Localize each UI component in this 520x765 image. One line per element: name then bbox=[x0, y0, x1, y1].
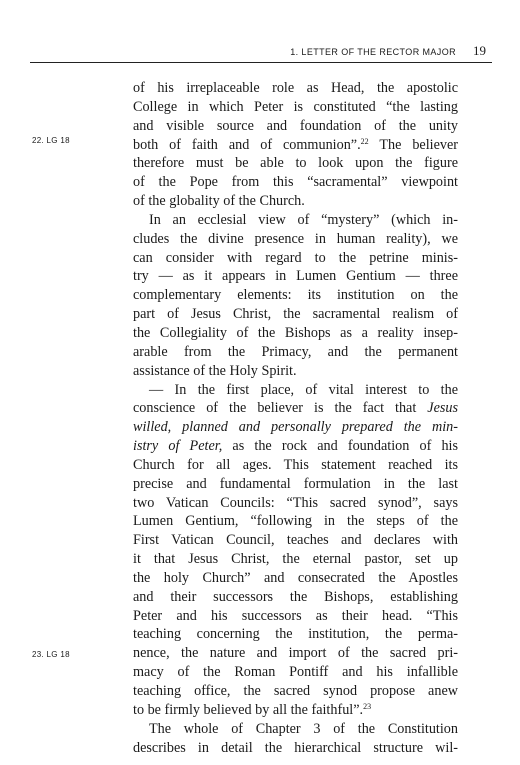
text-line: teaching office, the sacred synod propose anew bbox=[133, 683, 458, 699]
text-line: nence, the nature and import of the sacred pri- bbox=[133, 645, 458, 662]
text-line: the Collegiality of the Bishops as a reality insep- bbox=[133, 324, 458, 341]
text-line: can consider with regard to the petrine minis- bbox=[133, 249, 458, 266]
margin-note-23: 23. LG 18 bbox=[32, 650, 70, 659]
text-line: precise and fundamental formulation in the last bbox=[133, 475, 458, 492]
text-line: Church for all ages. This statement reached its bbox=[133, 456, 458, 473]
text-line: assistance of the Holy Spirit. bbox=[133, 362, 297, 379]
text-line: In an ecclesial view of “mystery” (which in- bbox=[149, 211, 458, 228]
text-line: and visible source and foundation of the unity bbox=[133, 117, 458, 134]
footnote-ref-23: 23 bbox=[363, 701, 372, 711]
text-line: Peter and his successors as their head. “This bbox=[133, 607, 458, 624]
text-line: College in which Peter is constituted “the lasting bbox=[133, 98, 458, 115]
running-header-title: 1. LETTER OF THE RECTOR MAJOR bbox=[290, 47, 456, 57]
text-line bbox=[133, 136, 458, 155]
text-line: The whole of Chapter 3 of the Constitution bbox=[149, 720, 458, 737]
text-line: part of Jesus Christ, the sacramental realism of bbox=[133, 306, 458, 323]
text-segment: conscience of the believer is the fact that bbox=[133, 400, 417, 417]
text-segment: The believer bbox=[379, 136, 459, 153]
text-line: it that Jesus Christ, the eternal pastor, set up bbox=[133, 551, 458, 568]
footnote-ref-22: 22 bbox=[360, 136, 369, 146]
text-line: two Vatican Councils: “This sacred synod”, says bbox=[133, 494, 458, 511]
text-line: — In the first place, of vital interest to the bbox=[149, 381, 458, 398]
text-line: arable from the Primacy, and the permanent bbox=[133, 343, 458, 360]
text-line: complementary elements: its institution on the bbox=[133, 287, 458, 304]
margin-note-22: 22. LG 18 bbox=[32, 136, 70, 145]
text-line: describes in detail the hierarchical structure wil- bbox=[133, 739, 458, 756]
text-line: First Vatican Council, teaches and declares with bbox=[133, 532, 458, 549]
text-line bbox=[133, 399, 458, 418]
text-line bbox=[133, 437, 458, 456]
text-line: of the globality of the Church. bbox=[133, 193, 305, 210]
text-line bbox=[133, 418, 458, 437]
text-segment: both of faith and of communion”. bbox=[133, 136, 361, 153]
text-segment: to be firmly believed by all the faithful”. bbox=[133, 701, 364, 718]
body-text bbox=[133, 79, 458, 757]
text-line: of his irreplaceable role as Head, the apostolic bbox=[133, 80, 458, 96]
italic-text: Jesus bbox=[427, 400, 458, 417]
text-segment: as the rock and foundation of his bbox=[232, 438, 459, 455]
text-line: teaching concerning the institution, the perma- bbox=[133, 626, 458, 643]
text-line: and their successors the Bishops, establishing bbox=[133, 588, 458, 605]
text-line: Lumen Gentium, “following in the steps of the bbox=[133, 513, 458, 530]
italic-text: willed, planned and personally prepared the min- bbox=[133, 419, 458, 436]
text-line: macy of the Roman Pontiff and his infallible bbox=[133, 664, 458, 681]
text-line: the holy Church” and consecrated the Apostles bbox=[133, 569, 458, 586]
italic-text: istry of Peter, bbox=[133, 438, 223, 455]
text-line: try — as it appears in Lumen Gentium — three bbox=[133, 268, 458, 285]
running-header bbox=[30, 40, 492, 63]
page-number: 19 bbox=[473, 43, 486, 58]
text-line: cludes the divine presence in human reality), we bbox=[133, 230, 458, 247]
text-line: therefore must be able to look upon the figure bbox=[133, 155, 458, 172]
text-line bbox=[133, 701, 458, 720]
text-line: of the Pope from this “sacramental” viewpoint bbox=[133, 174, 458, 191]
